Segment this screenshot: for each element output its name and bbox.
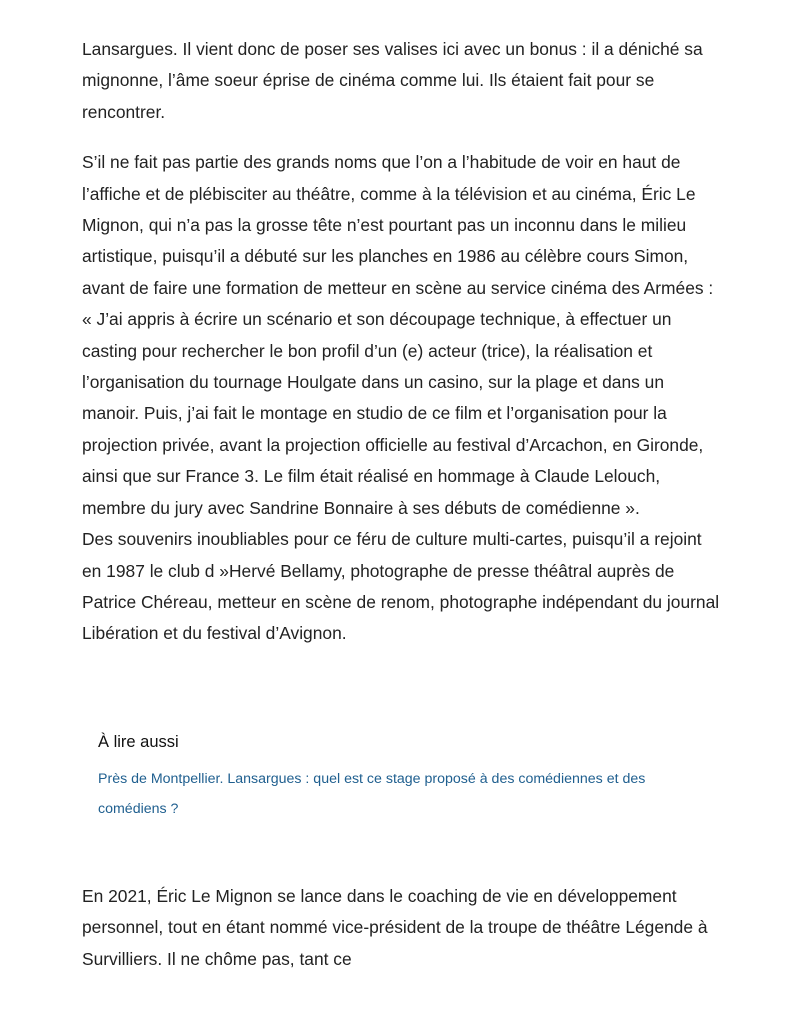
read-also-link[interactable]: Près de Montpellier. Lansargues : quel est ce stage proposé à des comédiennes et des comédiens ?	[98, 771, 646, 817]
article-body	[82, 34, 722, 650]
read-also-title: À lire aussi	[98, 733, 179, 751]
article-paragraph-3: Des souvenirs inoubliables pour ce féru de culture multi-cartes, puisqu’il a rejoint en 1987 le club d »Hervé Bellamy, photographe de presse théâtral auprès de Patrice Chéreau, metteur en scène de renom, photographe indépendant du journal Libération et du festival d’Avignon.	[82, 529, 720, 644]
read-also-box	[98, 730, 698, 824]
article-paragraph-4: En 2021, Éric Le Mignon se lance dans le coaching de vie en développement personnel, tout en étant nommé vice-président de la troupe de théâtre Légende à Survilliers. Il ne chôme pas, tant ce	[82, 886, 708, 969]
article-paragraph-2: S’il ne fait pas partie des grands noms que l’on a l’habitude de voir en haut de l’affiche et de plébisciter au théâtre, comme à la télévision et au cinéma, Éric Le Mignon, qui n’a pas la grosse tête n’est pourtant pas un inconnu dans le milieu artistique, puisqu’il a débuté sur les planches en 1986 au célèbre cours Simon, avant de faire une formation de metteur en scène au service cinéma des Armées : « J’ai appris à écrire un scénario et son découpage technique, à effectuer un casting pour rechercher le bon profil d’un (e) acteur (trice), la réalisation et l’organisation du tournage Houlgate dans un casino, sur la plage et dans un manoir. Puis, j’ai fait le montage en studio de ce film et l’organisation pour la projection privée, avant la projection officielle au festival d’Arcachon, en Gironde, ainsi que sur France 3. Le film était réalisé en hommage à Claude Lelouch, membre du jury avec Sandrine Bonnaire à ses débuts de comédienne ».	[82, 152, 714, 518]
article-paragraph-1: Lansargues. Il vient donc de poser ses valises ici avec un bonus : il a déniché sa mignonne, l’âme soeur éprise de cinéma comme lui. Ils étaient fait pour se rencontrer.	[82, 39, 703, 122]
article-continuation	[82, 881, 722, 975]
